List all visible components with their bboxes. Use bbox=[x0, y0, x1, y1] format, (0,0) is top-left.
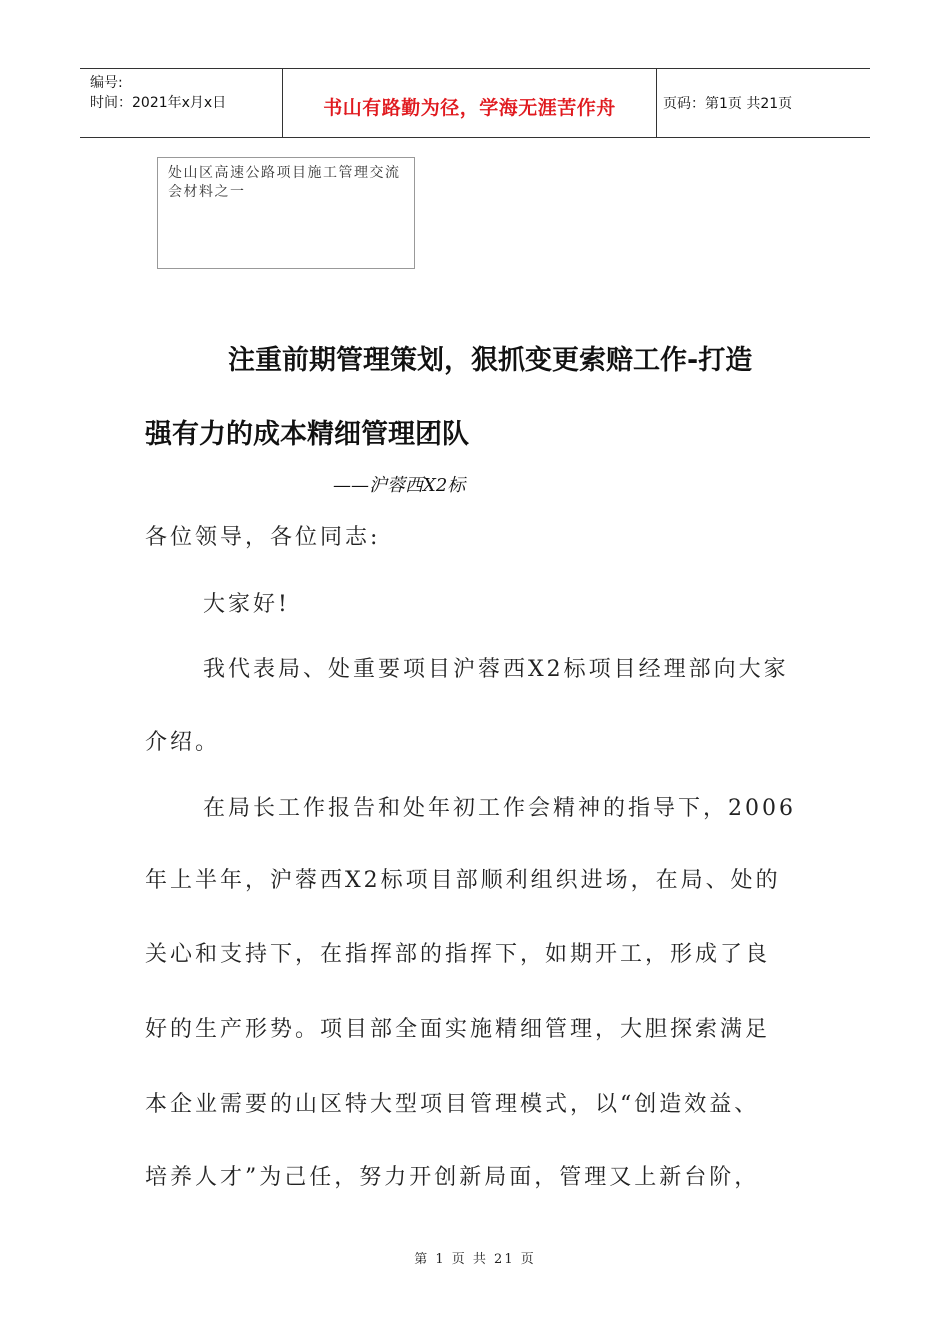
paragraph-2-line-4: 好的生产形势。项目部全面实施精细管理，大胆探索满足 bbox=[145, 1017, 771, 1042]
byline: ——沪蓉西X2标 bbox=[333, 475, 466, 496]
paragraph-2-line-2: 年上半年，沪蓉西X2标项目部顺利组织进场，在局、处的 bbox=[145, 868, 781, 893]
header-page-info: 页码：第1页 共21页 bbox=[663, 96, 793, 112]
page-footer: 第 1 页 共 21 页 bbox=[414, 1252, 536, 1267]
paragraph-2-line-5: 本企业需要的山区特大型项目管理模式，以“创造效益、 bbox=[145, 1092, 760, 1117]
document-title-line-2: 强有力的成本精细管理团队 bbox=[145, 419, 469, 450]
paragraph-1-line-2: 介绍。 bbox=[145, 730, 221, 755]
paragraph-2-line-1: 在局长工作报告和处年初工作会精神的指导下，2006 bbox=[203, 796, 796, 821]
greeting: 各位领导，各位同志: bbox=[145, 525, 381, 550]
paragraph-2-line-3: 关心和支持下，在指挥部的指挥下，如期开工，形成了良 bbox=[145, 942, 771, 967]
header-meta-cell bbox=[80, 69, 283, 137]
header-motto: 书山有路勤为径，学海无涯苦作舟 bbox=[323, 97, 616, 119]
time-label: 时间：2021年x月x日 bbox=[90, 95, 227, 111]
hello-line: 大家好! bbox=[203, 592, 290, 617]
paragraph-2-line-6: 培养人才”为己任，努力开创新局面，管理又上新台阶， bbox=[145, 1165, 760, 1190]
document-title-line-1: 注重前期管理策划，狠抓变更索赔工作-打造 bbox=[228, 345, 753, 376]
paragraph-1-line-1: 我代表局、处重要项目沪蓉西X2标项目经理部向大家 bbox=[203, 657, 789, 682]
header-motto-cell bbox=[283, 69, 657, 137]
serial-label: 编号: bbox=[90, 75, 123, 91]
document-header bbox=[80, 68, 870, 138]
header-page-cell bbox=[657, 69, 870, 137]
note-box: 处山区高速公路项目施工管理交流会材料之一 bbox=[157, 157, 415, 269]
